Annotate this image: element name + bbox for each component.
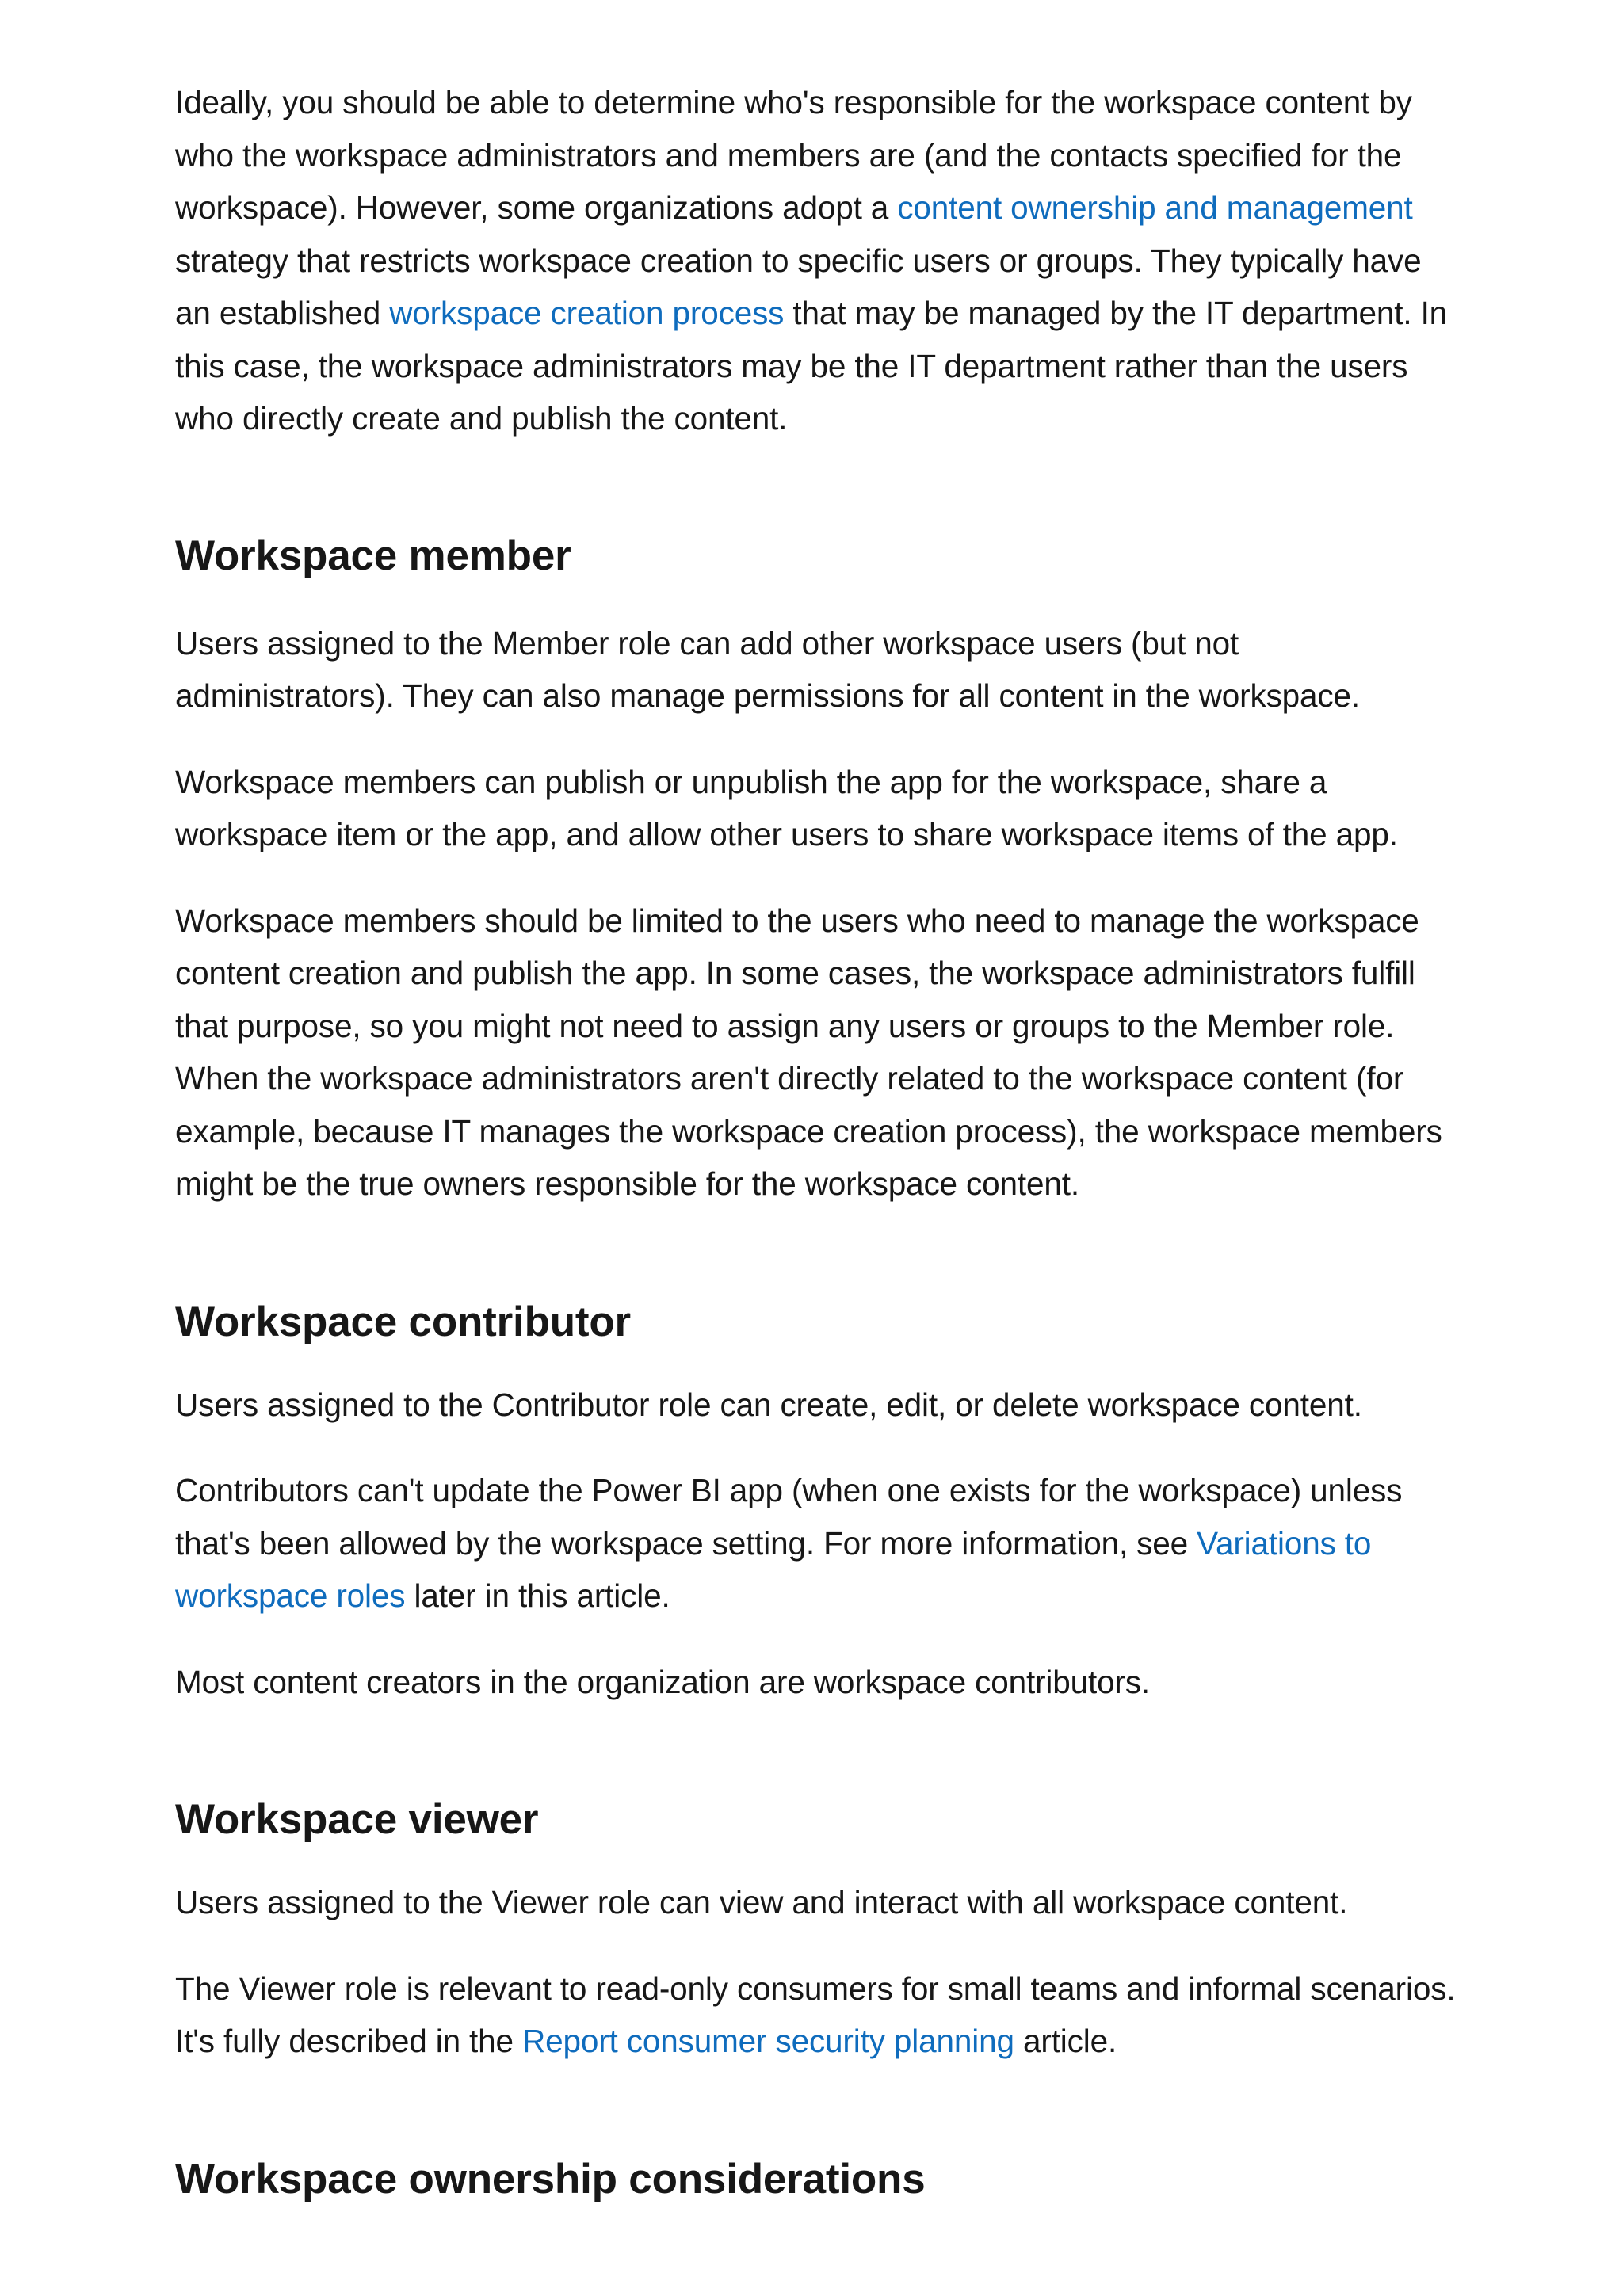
member-paragraph-1: Users assigned to the Member role can add other workspace users (but not administrators). They can also manage permissions for all content in the workspace.: [175, 624, 1361, 714]
intro-text-b: strategy that restricts workspace creation to specific users or groups. They typically have an established: [175, 242, 1422, 331]
workspace-member-heading: Workspace member: [175, 532, 571, 579]
workspace-viewer-heading: Workspace viewer: [175, 1796, 539, 1843]
contributor-paragraph-2: [175, 1464, 1459, 1623]
intro-text-c: that may be managed by the IT department. In this case, the workspace administrators may be the IT department rather than the users who directly create and publish the content.: [175, 295, 1448, 437]
contributor-text-a: Contributors can't update the Power BI app (when one exists for the workspace) unless that's been allowed by the workspace setting. For more information, see: [175, 1472, 1403, 1562]
variations-to-workspace-roles-link[interactable]: Variations to workspace roles: [175, 1524, 1372, 1614]
workspace-ownership-considerations-heading: Workspace ownership considerations: [175, 2155, 926, 2203]
viewer-text-a: The Viewer role is relevant to read-only consumers for small teams and informal scenarios. It's fully described in the: [175, 1970, 1456, 2059]
member-paragraph-3: Workspace members should be limited to the users who need to manage the workspace content creation and publish the app. In some cases, the workspace administrators fulfill that purpose, so you might not need to assign any users or groups to the Member role. When the workspace administrators aren't directly related to the workspace content (for example, because IT manages the workspace creation process), the workspace members might be the true owners responsible for the workspace content.: [175, 902, 1442, 1202]
viewer-paragraph-2: [175, 1962, 1459, 2068]
intro-text-a: Ideally, you should be able to determine who's responsible for the workspace content by who the workspace administrators and members are (and the contacts specified for the workspace). However, some organizations adopt a: [175, 84, 1412, 226]
member-paragraph-2: Workspace members can publish or unpublish the app for the workspace, share a workspace item or the app, and allow other users to share workspace items of the app.: [175, 763, 1398, 852]
article-content: [175, 76, 1459, 2239]
workspace-creation-process-link[interactable]: workspace creation process: [389, 295, 785, 331]
viewer-paragraph-1: Users assigned to the Viewer role can view and interact with all workspace content.: [175, 1884, 1348, 1920]
content-ownership-link[interactable]: content ownership and management: [897, 189, 1413, 226]
viewer-text-b: article.: [1014, 2023, 1117, 2059]
contributor-paragraph-1: Users assigned to the Contributor role can create, edit, or delete workspace content.: [175, 1386, 1362, 1423]
contributor-text-b: later in this article.: [405, 1577, 670, 1614]
contributor-paragraph-3: Most content creators in the organization are workspace contributors.: [175, 1663, 1151, 1700]
report-consumer-security-planning-link[interactable]: Report consumer security planning: [522, 2023, 1014, 2059]
workspace-contributor-heading: Workspace contributor: [175, 1298, 631, 1345]
intro-paragraph: [175, 76, 1459, 445]
